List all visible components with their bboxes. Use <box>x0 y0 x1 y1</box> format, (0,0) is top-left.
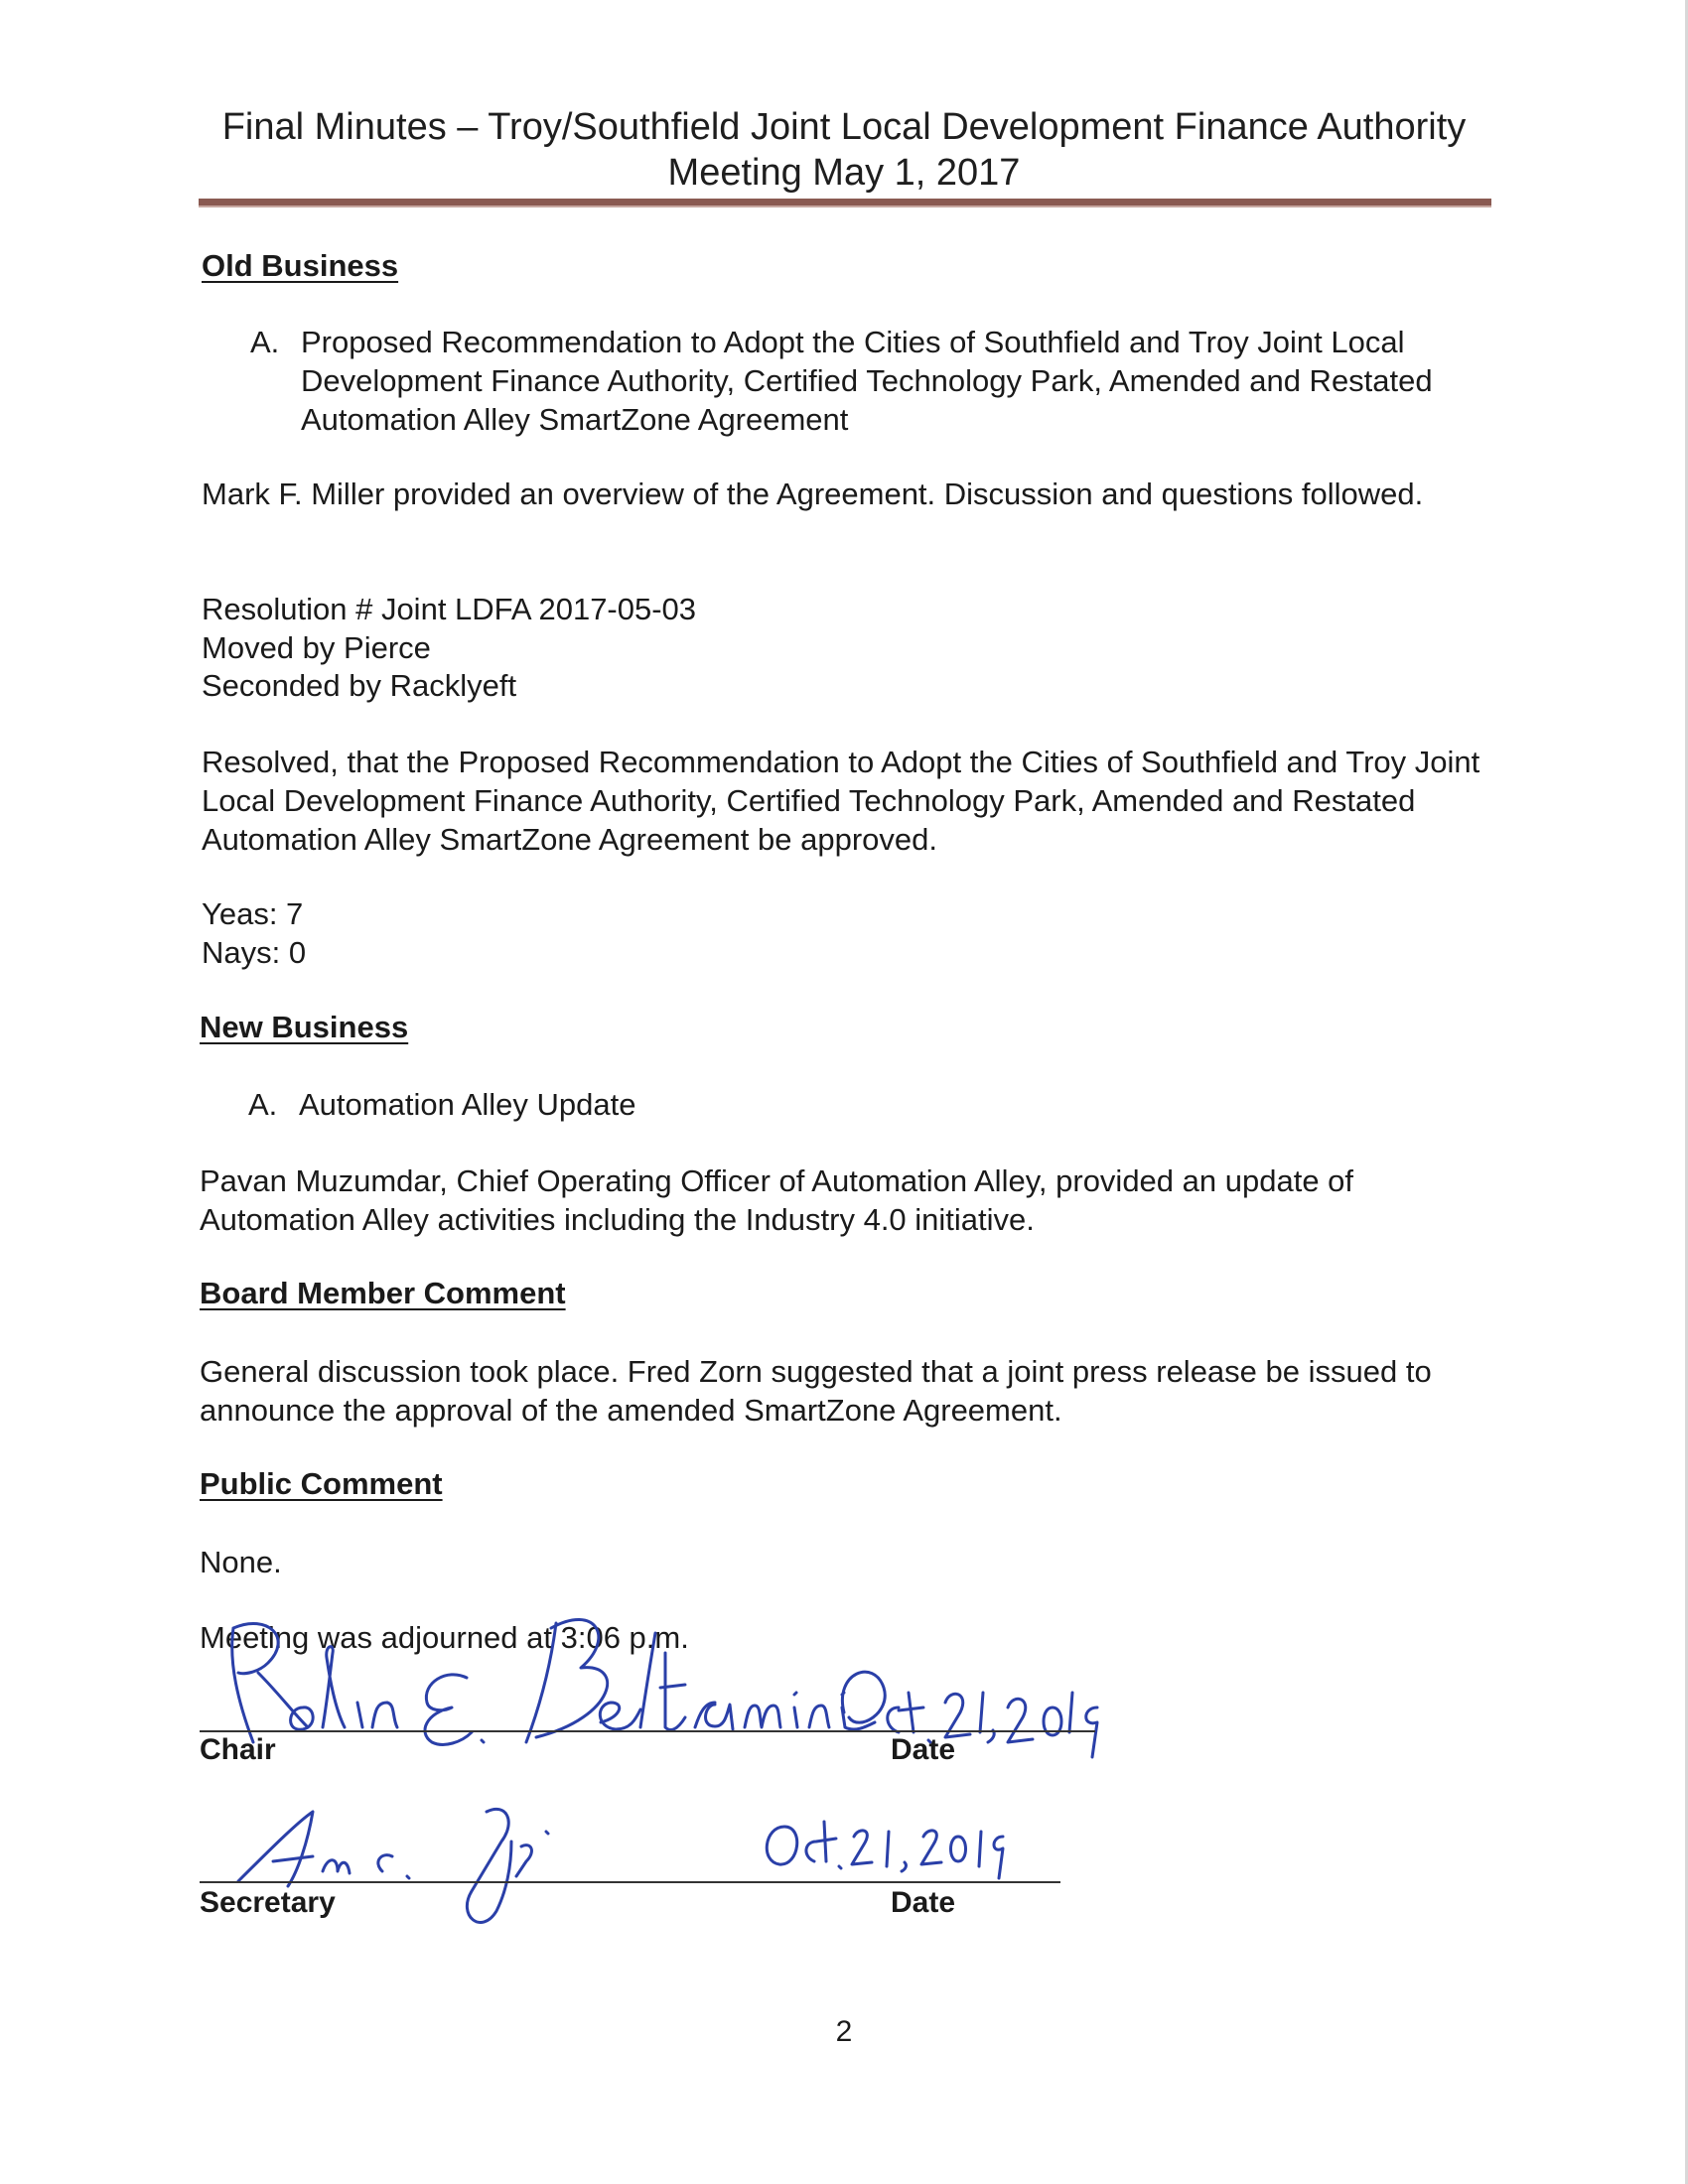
chair-date-label: Date <box>891 1733 956 1766</box>
yeas-count: Yeas: 7 <box>202 896 304 931</box>
resolved-paragraph: Resolved, that the Proposed Recommendation to Adopt the Cities of Southfield and Troy Joint Local Development Finance Authority, Certified Technology Park, Amended and Restated Automation Alley SmartZone Agreement be approved. <box>202 745 1480 857</box>
chair-label: Chair <box>200 1733 276 1766</box>
secretary-signature-line <box>200 1881 1060 1883</box>
page-number: 2 <box>835 2015 853 2048</box>
secretary-date-label: Date <box>891 1886 956 1919</box>
nays-count: Nays: 0 <box>202 935 307 970</box>
overview-paragraph: Mark F. Miller provided an overview of the Agreement. Discussion and questions followed. <box>202 477 1424 511</box>
adjournment-note: Meeting was adjourned at 3:06 p.m. <box>200 1620 689 1655</box>
header-title: Final Minutes – Troy/Southfield Joint Local Development Finance Authority <box>221 106 1467 148</box>
item-letter: A. <box>248 1087 278 1122</box>
board-comment-heading: Board Member Comment <box>200 1276 566 1310</box>
board-comment-paragraph: General discussion took place. Fred Zorn suggested that a joint press release be issued to announce the approval of the amended SmartZone Agreement. <box>200 1354 1432 1428</box>
new-business-item-a <box>248 1085 1539 1125</box>
update-paragraph: Pavan Muzumdar, Chief Operating Officer of Automation Alley, provided an update of Automation Alley activities including the Industry 4.0 initiative. <box>200 1163 1354 1237</box>
header-rule <box>199 199 1491 205</box>
old-business-item-a <box>250 323 1541 442</box>
seconded-by: Seconded by Racklyeft <box>202 668 517 703</box>
public-comment-text: None. <box>200 1545 282 1579</box>
old-business-heading: Old Business <box>202 248 399 283</box>
public-comment-heading: Public Comment <box>200 1466 443 1501</box>
item-letter: A. <box>250 325 280 359</box>
document-header <box>199 104 1489 196</box>
item-text: Proposed Recommendation to Adopt the Cities of Southfield and Troy Joint Local Development Finance Authority, Certified Technology Park, Amended and Restated Automation Alley SmartZone Agreement <box>301 325 1433 437</box>
header-meeting-date: Meeting May 1, 2017 <box>667 152 1021 194</box>
new-business-heading: New Business <box>200 1010 409 1044</box>
chair-signature-line <box>200 1730 1095 1732</box>
item-text: Automation Alley Update <box>299 1087 636 1122</box>
chair-signature <box>199 1593 1112 1782</box>
resolution-number: Resolution # Joint LDFA 2017-05-03 <box>202 592 697 626</box>
moved-by: Moved by Pierce <box>202 630 431 665</box>
secretary-label: Secretary <box>200 1886 336 1919</box>
